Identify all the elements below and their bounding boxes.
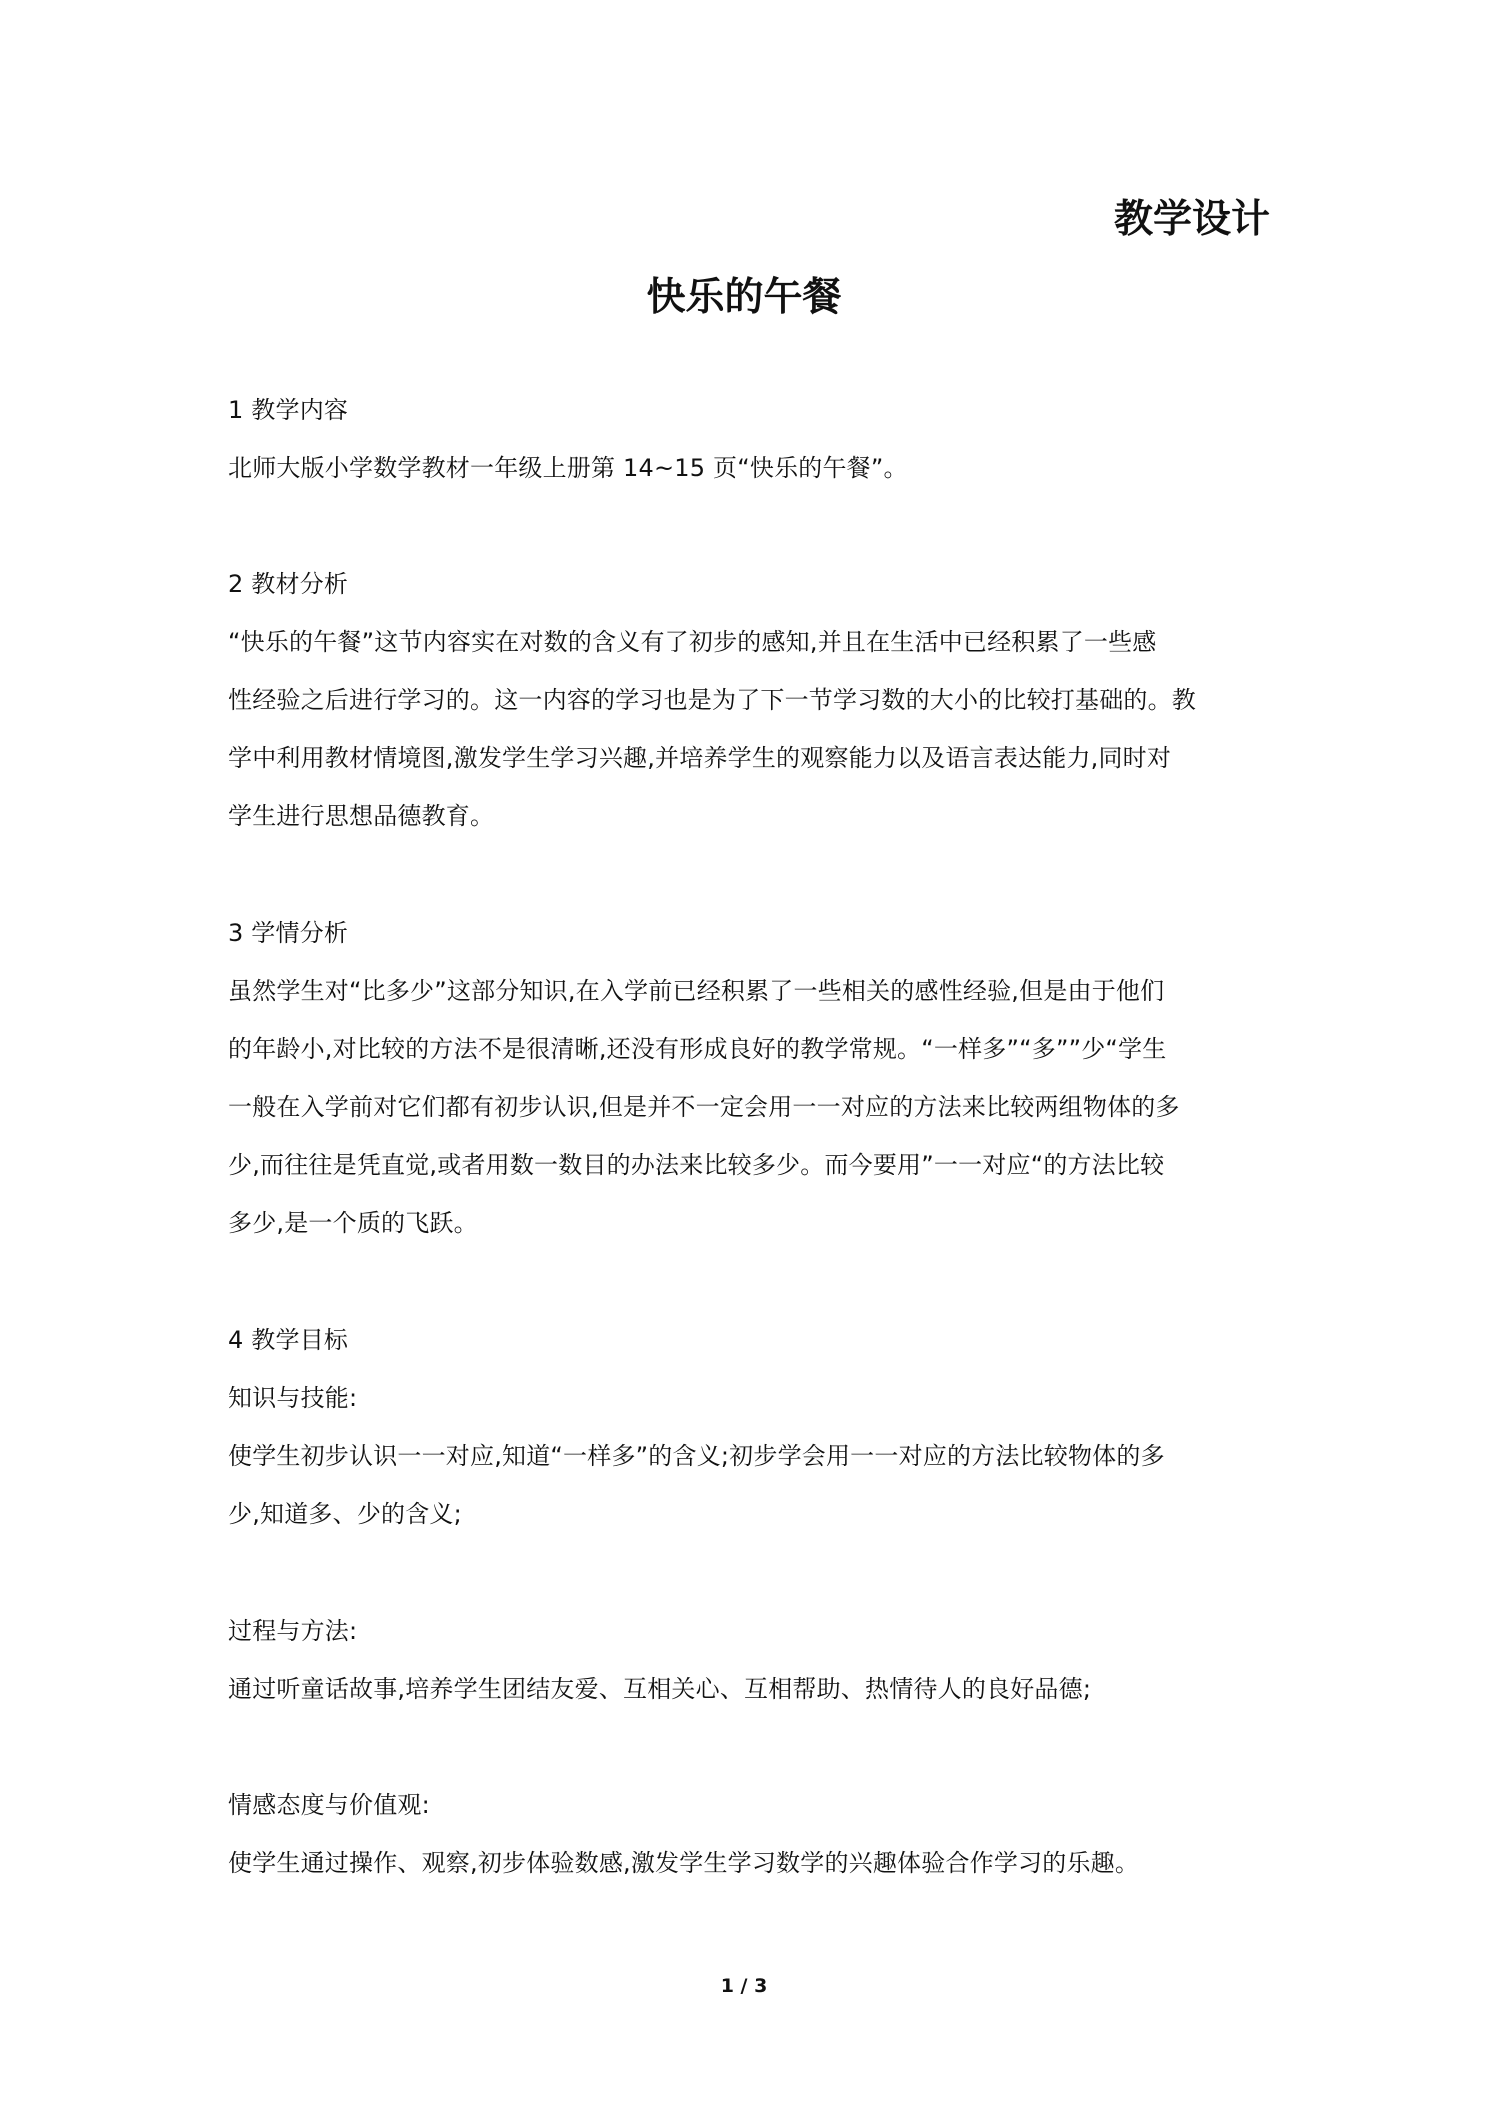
- paragraph-line: 虽然学生对“比多少”这部分知识,在入学前已经积累了一些相关的感性经验,但是由于他们: [228, 977, 1165, 1005]
- objective-label-process: 过程与方法:: [228, 1617, 358, 1645]
- paragraph-line: 学中利用教材情境图,激发学生学习兴趣,并培养学生的观察能力以及语言表达能力,同时对: [228, 744, 1172, 772]
- section-objectives: [228, 1311, 1268, 1543]
- paragraph-line: 多少,是一个质的飞跃。: [228, 1209, 478, 1237]
- objective-label-knowledge: 知识与技能:: [228, 1384, 358, 1412]
- objective-process: [228, 1602, 1268, 1718]
- paragraph-line: 少,知道多、少的含义;: [228, 1500, 462, 1528]
- paragraph-line: 通过听童话故事,培养学生团结友爱、互相关心、互相帮助、热情待人的良好品德;: [228, 1675, 1092, 1703]
- paragraph-line: 学生进行思想品德教育。: [228, 802, 495, 830]
- paragraph-line: 使学生通过操作、观察,初步体验数感,激发学生学习数学的兴趣体验合作学习的乐趣。: [228, 1849, 1140, 1877]
- lesson-title: 快乐的午餐: [646, 275, 842, 320]
- paragraph-line: 少,而往往是凭直觉,或者用数一数目的办法来比较多少。而今要用”一一对应“的方法比较: [228, 1151, 1165, 1179]
- paragraph-line: 一般在入学前对它们都有初步认识,但是并不一定会用一一对应的方法来比较两组物体的多: [228, 1093, 1180, 1121]
- objective-attitude: [228, 1776, 1268, 1892]
- section-material-analysis: [228, 555, 1268, 845]
- section-heading: 4 教学目标: [228, 1326, 349, 1354]
- paragraph-line: 性经验之后进行学习的。这一内容的学习也是为了下一节学习数的大小的比较打基础的。教: [228, 686, 1196, 714]
- paragraph-line: 北师大版小学数学教材一年级上册第 14~15 页“快乐的午餐”。: [228, 454, 908, 482]
- section-content: [228, 381, 1268, 497]
- section-heading: 2 教材分析: [228, 570, 349, 598]
- section-heading: 3 学情分析: [228, 919, 349, 947]
- section-heading: 1 教学内容: [228, 396, 349, 424]
- document-header-title: 教学设计: [1113, 197, 1270, 242]
- paragraph-line: 的年龄小,对比较的方法不是很清晰,还没有形成良好的教学常规。“一样多”“多””少“学生: [228, 1035, 1167, 1063]
- section-student-analysis: [228, 904, 1268, 1252]
- page-number: 1 / 3: [720, 1975, 768, 1997]
- objective-label-attitude: 情感态度与价值观:: [228, 1791, 430, 1819]
- paragraph-line: “快乐的午餐”这节内容实在对数的含义有了初步的感知,并且在生活中已经积累了一些感: [228, 628, 1157, 656]
- paragraph-line: 使学生初步认识一一对应,知道“一样多”的含义;初步学会用一一对应的方法比较物体的多: [228, 1442, 1165, 1470]
